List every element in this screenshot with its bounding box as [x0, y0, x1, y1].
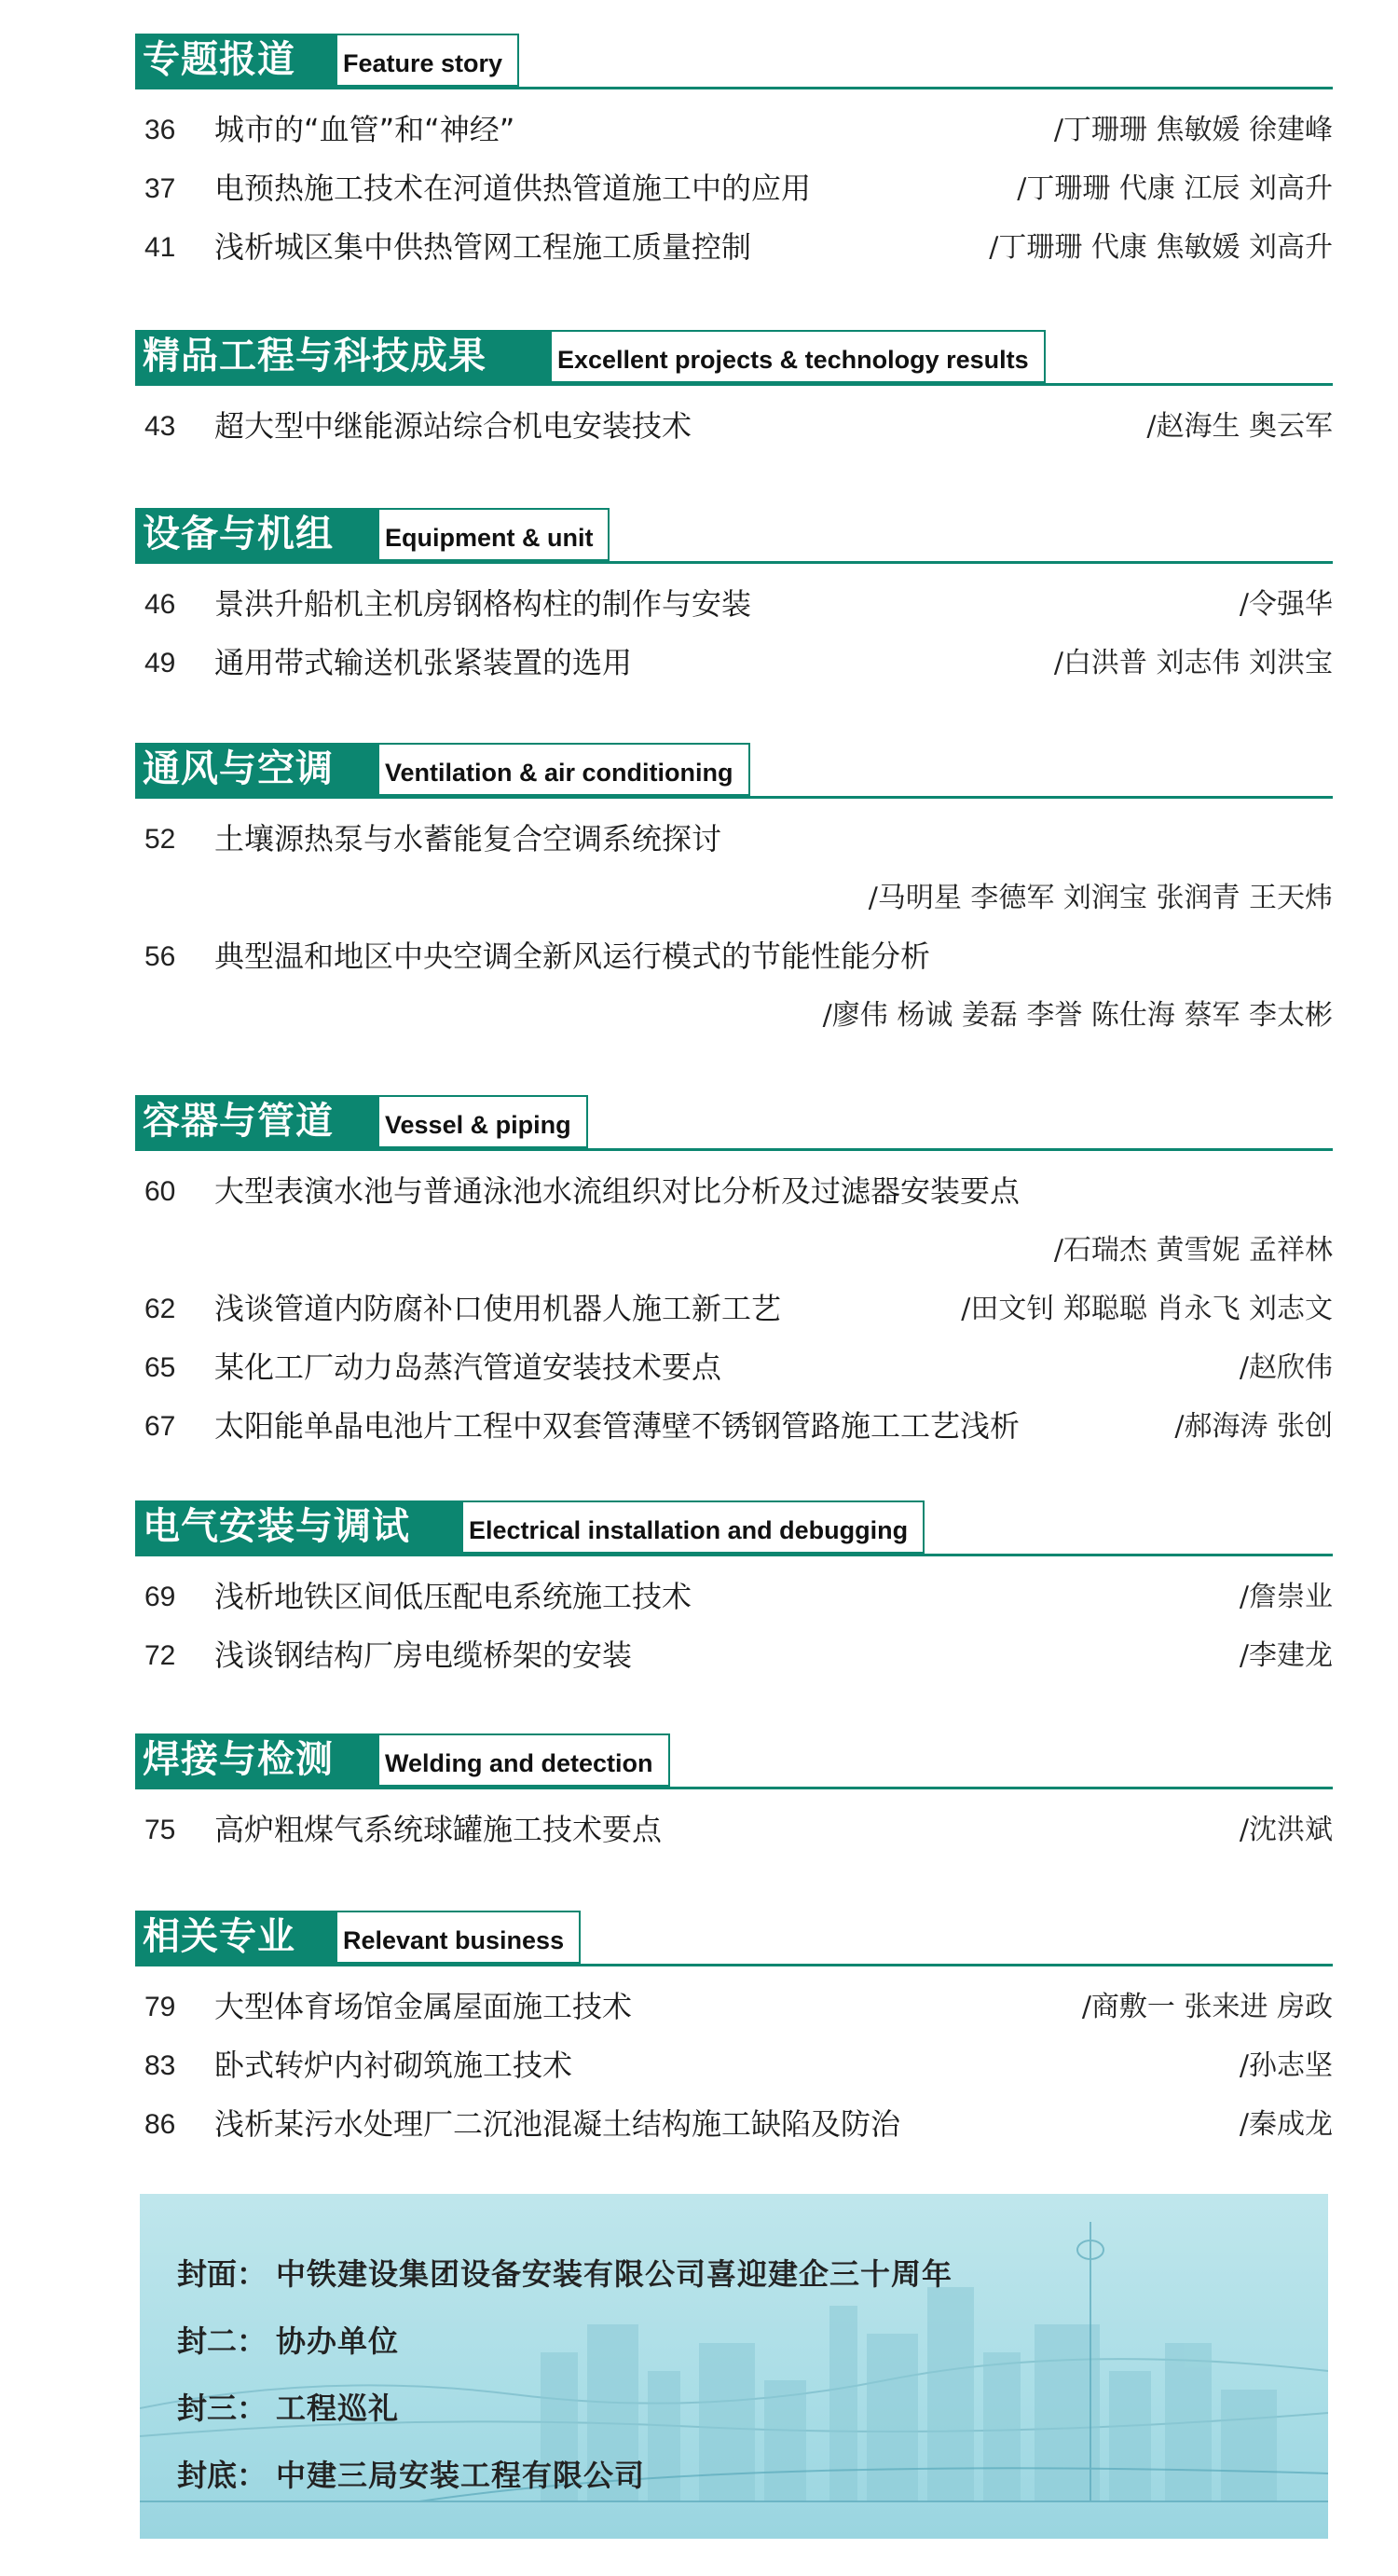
section-title-en: Ventilation & air conditioning — [379, 743, 750, 796]
article-authors: /赵海生 奥云军 — [1146, 410, 1333, 443]
page-number: 41 — [144, 232, 176, 263]
section-rule — [135, 383, 1333, 386]
section-title-en: Equipment & unit — [379, 508, 610, 561]
article-authors: /李建龙 — [1239, 1639, 1333, 1672]
cover-label: 封三： — [177, 2391, 267, 2426]
section-title-en: Electrical installation and debugging — [463, 1500, 925, 1554]
page-number: 86 — [144, 2109, 176, 2140]
page-number: 60 — [144, 1176, 176, 1207]
section-rule — [135, 1964, 1333, 1966]
section-welding — [135, 1733, 1333, 1859]
article-title: 大型表演水池与普通泳池水流组织对比分析及过滤器安装要点 — [214, 1173, 1021, 1209]
section-title-en: Relevant business — [337, 1911, 581, 1964]
toc-entry[interactable] — [135, 1338, 1333, 1397]
page-number: 79 — [144, 1992, 176, 2022]
section-title-cn: 相关专业 — [135, 1911, 337, 1964]
page-number: 75 — [144, 1815, 176, 1845]
toc-entry[interactable] — [135, 2036, 1333, 2095]
page-number: 56 — [144, 941, 176, 972]
section-title-en: Excellent projects & technology results — [552, 330, 1046, 383]
page-number: 43 — [144, 411, 176, 442]
article-title: 大型体育场馆金属屋面施工技术 — [214, 1989, 633, 2024]
section-feature-story — [135, 34, 1333, 277]
section-rule — [135, 561, 1333, 564]
article-authors: /石瑞杰 黄雪妮 孟祥林 — [1053, 1234, 1333, 1267]
toc-entry[interactable] — [135, 218, 1333, 277]
cover-value: 协办单位 — [276, 2323, 400, 2359]
section-header — [135, 508, 1333, 564]
page-number: 67 — [144, 1411, 176, 1442]
page-number: 83 — [144, 2050, 176, 2081]
section-title-cn: 容器与管道 — [135, 1095, 379, 1148]
section-rule — [135, 796, 1333, 799]
article-title: 卧式转炉内衬砌筑施工技术 — [214, 2048, 573, 2083]
article-title: 浅析地铁区间低压配电系统施工技术 — [214, 1579, 692, 1614]
page-number: 49 — [144, 648, 176, 678]
cover-third-line — [177, 2375, 953, 2442]
cover-info-panel — [140, 2194, 1328, 2539]
article-title: 浅谈管道内防腐补口使用机器人施工新工艺 — [214, 1291, 782, 1326]
section-vessel-piping — [135, 1095, 1333, 1456]
section-equipment-unit — [135, 508, 1333, 692]
page-number: 52 — [144, 824, 176, 855]
cover-back-line — [177, 2442, 953, 2509]
article-authors: /丁珊珊 代康 江辰 刘高升 — [1017, 172, 1333, 205]
article-authors: /郝海涛 张创 — [1174, 1410, 1333, 1443]
article-authors: /詹崇业 — [1239, 1581, 1333, 1613]
cover-second-line — [177, 2308, 953, 2375]
section-title-cn: 设备与机组 — [135, 508, 379, 561]
section-header — [135, 1911, 1333, 1966]
toc-entry[interactable] — [135, 101, 1333, 159]
article-title: 超大型中继能源站综合机电安装技术 — [214, 408, 692, 444]
article-authors: /秦成龙 — [1239, 2108, 1333, 2141]
article-title: 景洪升船机主机房钢格构柱的制作与安装 — [214, 586, 752, 622]
cover-label: 封底： — [177, 2458, 267, 2493]
article-title: 土壤源热泵与水蓄能复合空调系统探讨 — [214, 821, 722, 856]
toc-entry[interactable] — [135, 575, 1333, 634]
cover-value: 中铁建设集团设备安装有限公司喜迎建企三十周年 — [276, 2256, 953, 2292]
section-title-cn: 通风与空调 — [135, 743, 379, 796]
article-title: 太阳能单晶电池片工程中双套管薄壁不锈钢管路施工工艺浅析 — [214, 1408, 1021, 1444]
page-number: 37 — [144, 173, 176, 204]
toc-entry[interactable] — [135, 1568, 1333, 1626]
section-title-cn: 精品工程与科技成果 — [135, 330, 552, 383]
section-header — [135, 1500, 1333, 1556]
article-authors: /丁珊珊 代康 焦敏媛 刘高升 — [989, 231, 1333, 264]
article-title: 通用带式输送机张紧装置的选用 — [214, 645, 633, 680]
section-header — [135, 34, 1333, 89]
article-title: 城市的“血管”和“神经” — [214, 112, 515, 147]
toc-entry[interactable] — [135, 1801, 1333, 1859]
article-title: 浅析某污水处理厂二沉池混凝土结构施工缺陷及防治 — [214, 2106, 901, 2142]
article-title: 典型温和地区中央空调全新风运行模式的节能性能分析 — [214, 939, 931, 974]
toc-entry[interactable] — [135, 634, 1333, 692]
article-title: 某化工厂动力岛蒸汽管道安装技术要点 — [214, 1350, 722, 1385]
page-number: 46 — [144, 589, 176, 620]
article-title: 浅析城区集中供热管网工程施工质量控制 — [214, 229, 752, 265]
section-title-en: Welding and detection — [379, 1733, 670, 1787]
article-authors: /孙志坚 — [1239, 2049, 1333, 2082]
cover-label: 封面： — [177, 2256, 267, 2292]
section-header — [135, 1095, 1333, 1151]
article-authors: /田文钊 郑聪聪 肖永飞 刘志文 — [961, 1293, 1333, 1325]
toc-entry[interactable] — [135, 1280, 1333, 1338]
section-electrical — [135, 1500, 1333, 1685]
article-authors: /令强华 — [1239, 588, 1333, 621]
page-number: 36 — [144, 115, 176, 145]
section-header — [135, 330, 1333, 386]
article-authors: /沈洪斌 — [1239, 1814, 1333, 1846]
article-title: 高炉粗煤气系统球罐施工技术要点 — [214, 1812, 663, 1847]
toc-entry[interactable] — [135, 1397, 1333, 1456]
toc-entry[interactable] — [135, 1162, 1333, 1280]
section-ventilation — [135, 743, 1333, 1045]
cover-front-line — [177, 2240, 953, 2308]
cover-label: 封二： — [177, 2323, 267, 2359]
article-authors: /商敷一 张来进 房政 — [1081, 1991, 1333, 2023]
section-rule — [135, 1787, 1333, 1789]
toc-entry[interactable] — [135, 1626, 1333, 1685]
section-header — [135, 1733, 1333, 1789]
section-relevant-business — [135, 1911, 1333, 2154]
article-title: 浅谈钢结构厂房电缆桥架的安装 — [214, 1637, 633, 1673]
page-number: 69 — [144, 1582, 176, 1612]
section-excellent-projects — [135, 330, 1333, 456]
toc-entry[interactable] — [135, 397, 1333, 456]
section-header — [135, 743, 1333, 799]
section-title-cn: 电气安装与调试 — [135, 1500, 463, 1554]
page-number: 65 — [144, 1352, 176, 1383]
article-authors: /丁珊珊 焦敏媛 徐建峰 — [1053, 114, 1333, 146]
section-title-cn: 专题报道 — [135, 34, 337, 87]
section-rule — [135, 1148, 1333, 1151]
toc-entry[interactable] — [135, 159, 1333, 218]
article-authors: /白洪普 刘志伟 刘洪宝 — [1053, 647, 1333, 679]
cover-value: 工程巡礼 — [276, 2391, 400, 2426]
page-number: 72 — [144, 1640, 176, 1671]
toc-entry[interactable] — [135, 927, 1333, 1045]
toc-entry[interactable] — [135, 2095, 1333, 2154]
section-title-en: Vessel & piping — [379, 1095, 588, 1148]
article-title: 电预热施工技术在河道供热管道施工中的应用 — [214, 171, 812, 206]
page-number: 62 — [144, 1294, 176, 1324]
cover-value: 中建三局安装工程有限公司 — [276, 2458, 646, 2493]
article-authors: /廖伟 杨诚 姜磊 李誉 陈仕海 蔡军 李太彬 — [822, 999, 1333, 1032]
section-rule — [135, 1554, 1333, 1556]
section-title-cn: 焊接与检测 — [135, 1733, 379, 1787]
toc-entry[interactable] — [135, 1978, 1333, 2036]
section-title-en: Feature story — [337, 34, 519, 87]
article-authors: /马明星 李德军 刘润宝 张润青 王天炜 — [868, 882, 1333, 914]
section-rule — [135, 87, 1333, 89]
article-authors: /赵欣伟 — [1239, 1351, 1333, 1384]
toc-entry[interactable] — [135, 810, 1333, 927]
